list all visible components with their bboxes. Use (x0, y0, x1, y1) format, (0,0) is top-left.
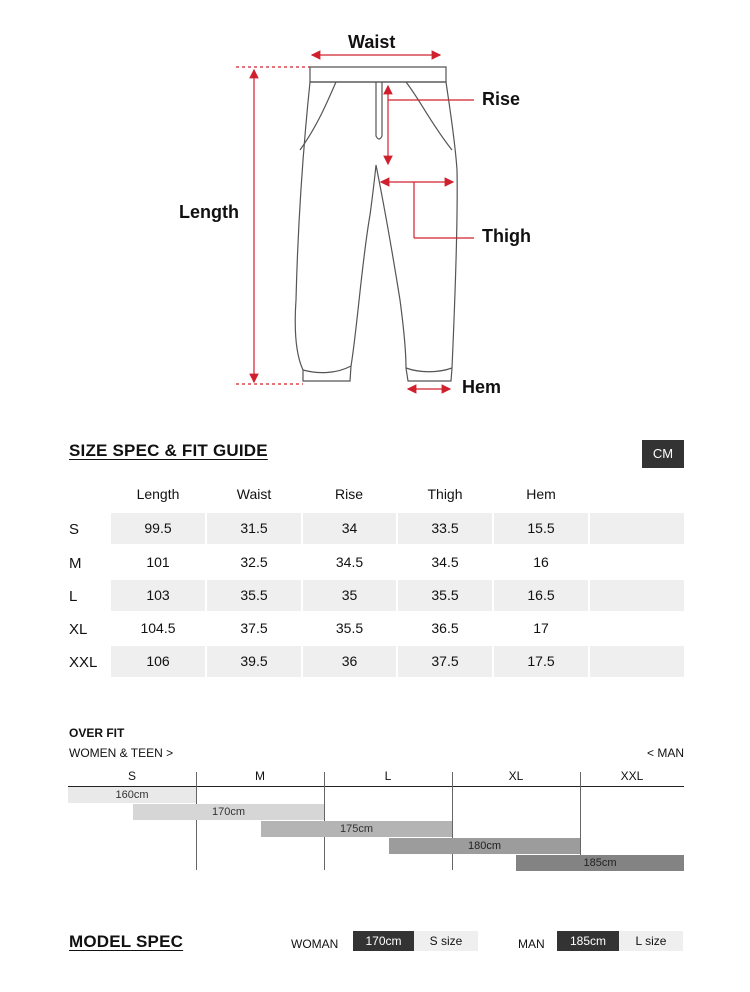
right-pocket (406, 82, 452, 150)
table-cell: 39.5 (207, 646, 301, 677)
fit-size-label: L (384, 769, 392, 783)
thigh-label: Thigh (482, 226, 531, 246)
left-cuff (303, 366, 351, 373)
fit-size-label: XL (508, 769, 524, 783)
table-cell: 15.5 (494, 513, 588, 544)
pants-illustration (0, 0, 750, 420)
hem-label: Hem (462, 377, 502, 397)
unit-badge: CM (642, 440, 684, 468)
table-cell: 104.5 (140, 620, 176, 636)
fit-divider (452, 772, 453, 870)
woman-label: WOMAN (291, 937, 339, 951)
model-spec-title: MODEL SPEC (69, 932, 184, 951)
table-cell: 36 (303, 646, 396, 677)
fit-bar-xxl: 185cm (516, 855, 684, 871)
man-label: MAN (518, 937, 545, 951)
table-cell: 35 (303, 580, 396, 611)
col-header-waist: Waist (236, 486, 272, 502)
table-cell: 101 (146, 554, 170, 570)
pants-waistband (310, 67, 446, 82)
table-cell: 16 (533, 554, 549, 570)
fit-bar-l: 175cm (261, 821, 452, 837)
table-cell-empty (590, 513, 684, 544)
table-cell: 35.5 (335, 620, 364, 636)
left-pocket (300, 82, 336, 150)
woman-size-badge: S size (414, 931, 478, 951)
size-row-label: S (69, 521, 80, 538)
fit-divider (196, 772, 197, 870)
man-note: < MAN (646, 746, 684, 760)
table-cell: 36.5 (431, 620, 459, 636)
table-cell-empty (590, 580, 684, 611)
women-teen-note: WOMEN & TEEN > (69, 746, 174, 760)
size-spec-title: SIZE SPEC & FIT GUIDE (69, 441, 268, 460)
fit-size-label: XXL (620, 769, 644, 783)
fly-stitch (376, 82, 382, 139)
size-row-label: XL (69, 621, 88, 638)
waist-label: Waist (348, 32, 396, 52)
table-cell: 16.5 (494, 580, 588, 611)
col-header-thigh: Thigh (427, 486, 463, 502)
table-cell: 33.5 (398, 513, 492, 544)
man-height-badge: 185cm (557, 931, 619, 951)
table-cell: 103 (111, 580, 205, 611)
fit-bar-s: 160cm (68, 787, 196, 803)
right-cuff (406, 368, 452, 372)
table-cell: 34 (303, 513, 396, 544)
fit-size-label: S (127, 769, 136, 783)
table-cell: 37.5 (240, 620, 268, 636)
fit-bar-xl: 180cm (389, 838, 580, 854)
table-cell: 35.5 (398, 580, 492, 611)
length-label: Length (179, 202, 239, 222)
rise-label: Rise (482, 89, 521, 109)
table-cell: 31.5 (207, 513, 301, 544)
table-cell: 17 (533, 620, 549, 636)
table-cell: 34.5 (335, 554, 364, 570)
table-cell: 32.5 (240, 554, 268, 570)
size-row-label: M (69, 555, 82, 572)
table-cell: 37.5 (398, 646, 492, 677)
over-fit-title: OVER FIT (69, 726, 125, 740)
table-cell: 17.5 (494, 646, 588, 677)
table-cell: 106 (111, 646, 205, 677)
table-cell-empty (590, 646, 684, 677)
size-row-label: L (69, 588, 78, 605)
col-header-rise: Rise (334, 486, 363, 502)
fit-size-label: M (255, 769, 265, 783)
fit-bar-m: 170cm (133, 804, 324, 820)
size-row-label: XXL (69, 654, 98, 671)
col-header-length: Length (136, 486, 180, 502)
man-size-badge: L size (619, 931, 683, 951)
woman-height-badge: 170cm (353, 931, 414, 951)
table-cell: 34.5 (431, 554, 459, 570)
table-cell: 99.5 (111, 513, 205, 544)
col-header-hem: Hem (526, 486, 556, 502)
pants-measurement-diagram (0, 0, 750, 420)
table-cell: 35.5 (207, 580, 301, 611)
